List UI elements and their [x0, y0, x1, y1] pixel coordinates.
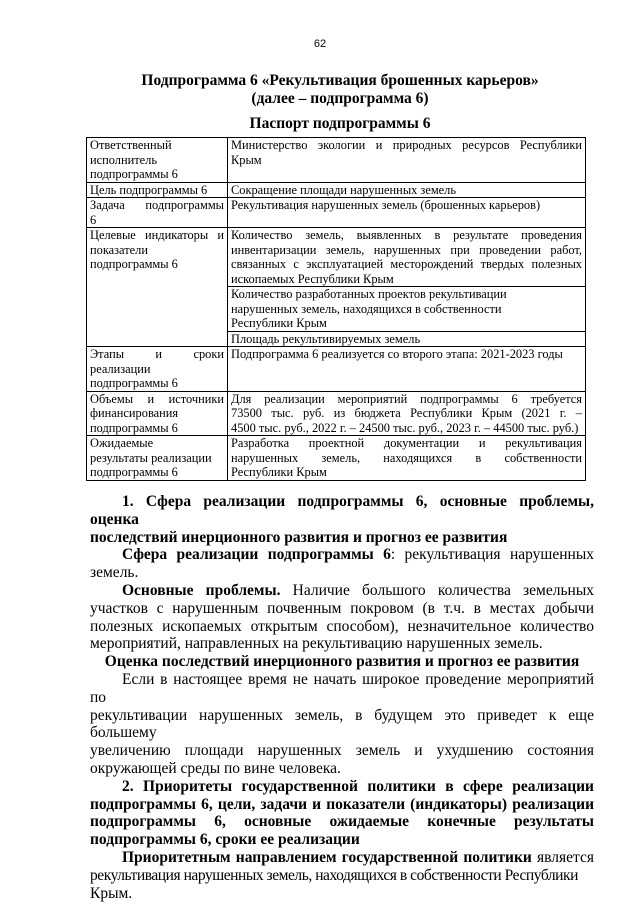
table-row: [87, 391, 586, 436]
table-row: [87, 182, 586, 198]
table-row: [87, 347, 586, 392]
assessment-heading: Оценка последствий инерционного развития и прогноз ее развития: [104, 653, 580, 671]
row-value: Площадь рекультивируемых земель: [228, 331, 586, 347]
subprogram-title: Подпрограмма 6 «Рекультивация брошенных карьеров»: [141, 72, 539, 89]
row-value: Подпрограмма 6 реализуется со второго этапа: 2021-2023 годы: [228, 347, 586, 392]
row-label: Цель подпрограммы 6: [87, 182, 228, 198]
row-value: Количество разработанных проектов рекультивации нарушенных земель, находящихся в собственности Республики Крым: [228, 287, 586, 332]
table-row: [87, 436, 586, 481]
sphere-label: Сфера реализации подпрограммы 6: [122, 546, 391, 564]
passport-table: [86, 137, 586, 481]
table-row: [87, 198, 586, 228]
table-row: [87, 228, 586, 287]
problems-label: Основные проблемы.: [122, 581, 281, 599]
section1-heading: 1. Сфера реализации подпрограммы 6, основные проблемы, оценка последствий инерционного развития и прогноз ее развития: [90, 493, 594, 546]
section2-heading: 2. Приоритеты государственной политики в сфере реализации подпрограммы 6, цели, задачи и показатели (индикаторы) реализации подпрограммы 6, основные ожидаемые конечные результаты подпрограммы 6, сроки ее реализации: [90, 777, 594, 849]
problems-paragraph: Основные проблемы. Наличие большого количества земельных участков с нарушенным почвенным покровом (в т.ч. в местах добычи полезных ископаемых открытым способом), незначительное количество мероприятий, направленных на рекультивацию нарушенных земель.: [90, 581, 594, 653]
page-number: 62: [313, 38, 327, 50]
table-row: [87, 138, 586, 183]
row-label: Задача подпрограммы 6: [87, 198, 228, 228]
row-value: Министерство экологии и природных ресурсов Республики Крым: [228, 138, 586, 183]
row-value: Разработка проектной документации и рекультивация нарушенных земель, находящихся в собственности Республики Крым: [228, 436, 586, 481]
main-text: [90, 493, 594, 902]
sphere-paragraph: Сфера реализации подпрограммы 6: рекультивация нарушенных земель.: [90, 546, 594, 582]
subprogram-title-note: (далее – подпрограмма 6): [251, 90, 429, 107]
priority-paragraph: Приоритетным направлением государственной политики является рекультивация нарушенных земель, находящихся в собственности Республики Крым.: [90, 848, 594, 902]
assessment-paragraph: Если в настоящее время не начать широкое проведение мероприятий по рекультивации нарушенных земель, в будущем это приведет к еще большему увеличению площади нарушенных земель и ухудшению состояния окружающей среды по вине человека.: [90, 670, 594, 777]
row-label: Ответственный исполнитель подпрограммы 6: [87, 138, 228, 183]
row-label: Целевые индикаторы и показатели подпрограммы 6: [87, 228, 228, 347]
row-value: Для реализации мероприятий подпрограммы 6 требуется 73500 тыс. руб. из бюджета Республики Крым (2021 г. – 4500 тыс. руб., 2022 г. – 24500 тыс. руб., 2023 г. – 44500 тыс. руб.): [228, 391, 586, 436]
passport-heading: Паспорт подпрограммы 6: [249, 115, 431, 132]
row-label: Этапы и сроки реализации подпрограммы 6: [87, 347, 228, 392]
row-value: Рекультивация нарушенных земель (брошенных карьеров): [228, 198, 586, 228]
priority-label: Приоритетным направлением государственной политики: [122, 848, 532, 866]
row-value: Сокращение площади нарушенных земель: [228, 182, 586, 198]
row-value: Количество земель, выявленных в результате проведения инвентаризации земель, нарушенных при проведении работ, связанных с эксплуатацией месторождений твердых полезных ископаемых Республики Крым: [228, 228, 586, 287]
row-label: Объемы и источники финансирования подпрограммы 6: [87, 391, 228, 436]
row-label: Ожидаемые результаты реализации подпрограммы 6: [87, 436, 228, 481]
